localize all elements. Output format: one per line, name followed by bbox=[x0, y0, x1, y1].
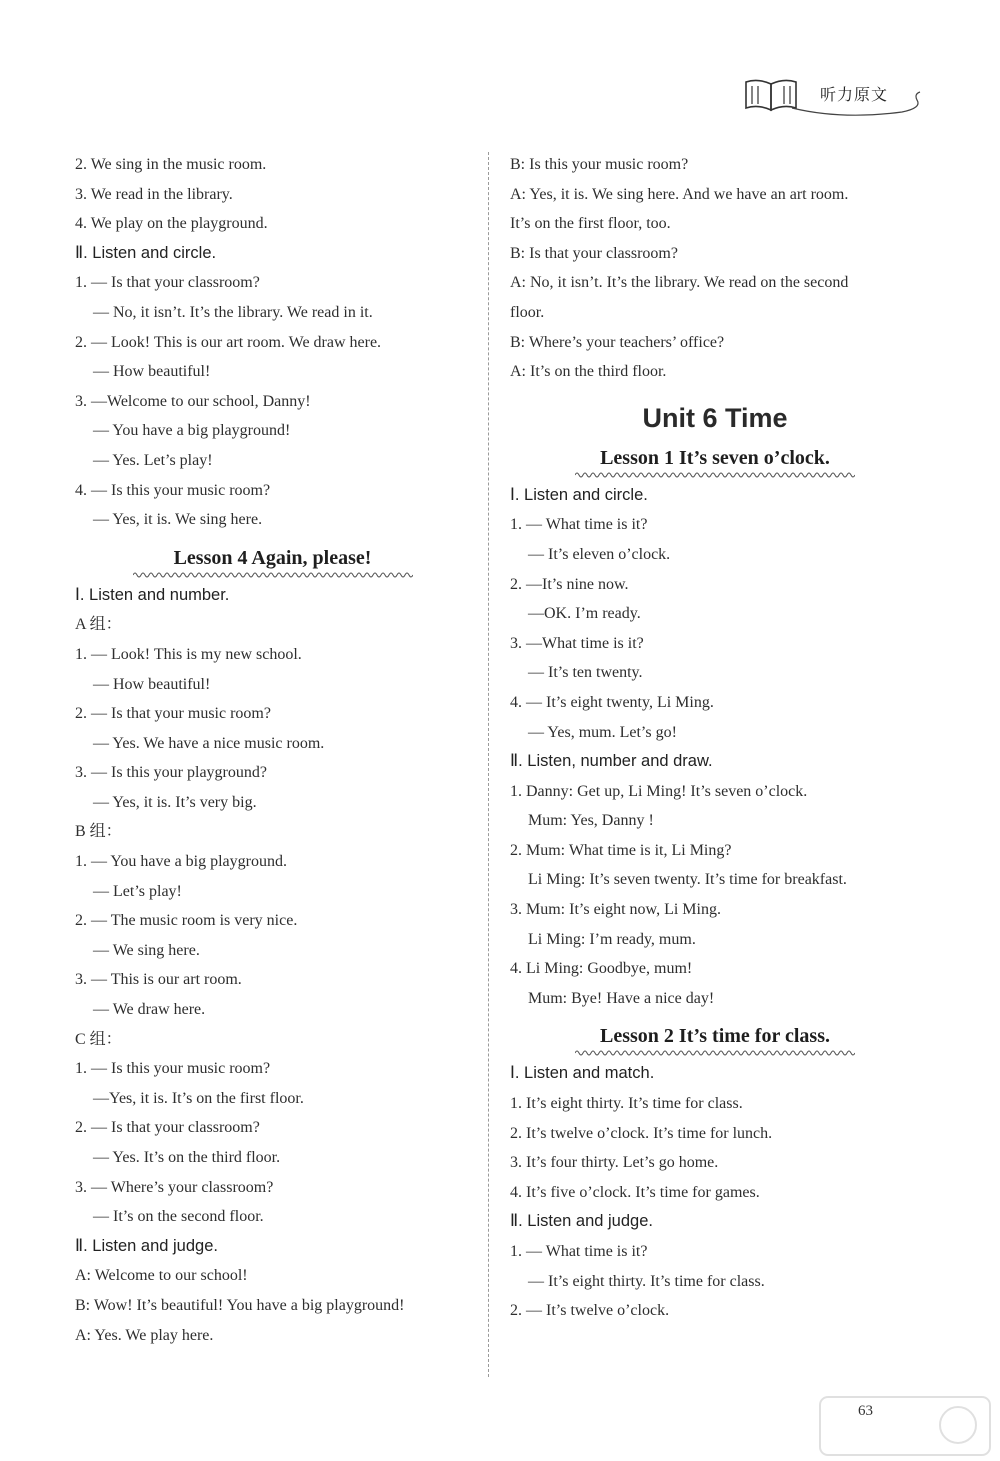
watermark-logo bbox=[818, 1395, 993, 1457]
text-line: 3. We read in the library. bbox=[75, 185, 233, 203]
text-line: — We draw here. bbox=[93, 1001, 206, 1019]
lesson-title-text: Lesson 2 It’s time for class. bbox=[600, 1025, 830, 1048]
lesson-title bbox=[510, 435, 920, 481]
text-line: 2. We sing in the music room. bbox=[75, 156, 267, 173]
text-line: 4. It’s five o’clock. It’s time for games. bbox=[510, 1183, 760, 1201]
exercise-heading: Ⅱ. Listen and judge. bbox=[75, 1236, 218, 1255]
right-column bbox=[510, 150, 920, 1326]
text-line: B: Is that your classroom? bbox=[510, 244, 678, 262]
text-line: — No, it isn’t. It’s the library. We read in it. bbox=[93, 303, 373, 321]
page-number: 63 bbox=[858, 1403, 873, 1419]
text-line: — How beautiful! bbox=[93, 363, 211, 381]
text-line: B 组： bbox=[75, 823, 122, 841]
text-line: 2. — The music room is very nice. bbox=[75, 912, 298, 930]
text-line: 4. — It’s eight twenty, Li Ming. bbox=[510, 693, 714, 711]
text-line: A: Yes, it is. We sing here. And we have an art room. bbox=[510, 185, 849, 203]
text-line: 2. It’s twelve o’clock. It’s time for lunch. bbox=[510, 1124, 773, 1142]
text-line: 1. Danny: Get up, Li Ming! It’s seven o’clock. bbox=[510, 782, 808, 800]
text-line: 3. — This is our art room. bbox=[75, 971, 242, 989]
text-line: 1. — What time is it? bbox=[510, 1243, 648, 1260]
text-line: — It’s ten twenty. bbox=[528, 664, 643, 682]
exercise-heading: Ⅰ. Listen and number. bbox=[75, 585, 230, 604]
text-line: — Yes, it is. It’s very big. bbox=[93, 793, 257, 811]
exercise-heading: Ⅰ. Listen and match. bbox=[510, 1064, 655, 1083]
left-column bbox=[75, 150, 470, 1350]
text-line: 2. Mum: What time is it, Li Ming? bbox=[510, 841, 732, 859]
header-title: 听力原文 bbox=[820, 85, 889, 104]
text-line: B: Is this your music room? bbox=[510, 156, 689, 173]
text-line: 1. It’s eight thirty. It’s time for class. bbox=[510, 1095, 743, 1113]
text-line: Li Ming: I’m ready, mum. bbox=[528, 930, 696, 948]
text-line: floor. bbox=[510, 303, 545, 321]
exercise-heading: Ⅱ. Listen, number and draw. bbox=[510, 752, 713, 771]
text-line: — Yes, it is. We sing here. bbox=[93, 511, 263, 529]
wavy-underline-decoration bbox=[575, 471, 855, 479]
text-line: 1. — Look! This is my new school. bbox=[75, 645, 302, 663]
text-line: 2. —It’s nine now. bbox=[510, 575, 629, 593]
text-line: 4. — Is this your music room? bbox=[75, 481, 271, 499]
unit-title: Unit 6 Time bbox=[642, 402, 788, 433]
text-line: Li Ming: It’s seven twenty. It’s time for breakfast. bbox=[528, 871, 847, 889]
text-line: 3. Mum: It’s eight now, Li Ming. bbox=[510, 901, 721, 919]
text-line: 2. — It’s twelve o’clock. bbox=[510, 1302, 670, 1320]
text-line: 1. — You have a big playground. bbox=[75, 853, 287, 871]
exercise-heading: Ⅱ. Listen and circle. bbox=[75, 243, 217, 262]
text-line: A 组： bbox=[75, 616, 122, 634]
text-line: B: Wow! It’s beautiful! You have a big playground! bbox=[75, 1296, 405, 1314]
text-line: — How beautiful! bbox=[93, 675, 211, 693]
text-line: — You have a big playground! bbox=[93, 422, 291, 440]
text-line: 3. — Is this your playground? bbox=[75, 764, 267, 782]
text-line: Mum: Yes, Danny ! bbox=[528, 812, 654, 830]
wavy-underline-decoration bbox=[133, 571, 413, 579]
text-line: — Yes, mum. Let’s go! bbox=[528, 723, 677, 741]
text-line: 3. — Where’s your classroom? bbox=[75, 1178, 274, 1196]
text-line: A: Welcome to our school! bbox=[75, 1267, 248, 1285]
text-line: — Yes. It’s on the third floor. bbox=[93, 1149, 281, 1166]
text-line: B: Where’s your teachers’ office? bbox=[510, 333, 725, 351]
text-line: 3. —What time is it? bbox=[510, 634, 644, 652]
text-line: A: It’s on the third floor. bbox=[510, 363, 667, 381]
text-line: It’s on the first floor, too. bbox=[510, 215, 671, 233]
exercise-heading: Ⅱ. Listen and judge. bbox=[510, 1212, 653, 1231]
text-line: — Let’s play! bbox=[93, 882, 182, 900]
text-line: — Yes. Let’s play! bbox=[93, 451, 213, 469]
text-line: — Yes. We have a nice music room. bbox=[93, 734, 325, 752]
text-line: 2. — Is that your classroom? bbox=[75, 1119, 260, 1137]
text-line: 1. — What time is it? bbox=[510, 516, 648, 534]
text-line: — It’s eleven o’clock. bbox=[528, 545, 671, 563]
text-line: — It’s on the second floor. bbox=[93, 1208, 264, 1226]
lesson-title-text: Lesson 1 It’s seven o’clock. bbox=[600, 446, 830, 469]
text-line: 2. — Is that your music room? bbox=[75, 705, 271, 723]
text-line: 3. —Welcome to our school, Danny! bbox=[75, 392, 311, 410]
text-line: 4. Li Ming: Goodbye, mum! bbox=[510, 960, 693, 978]
text-line: 1. — Is this your music room? bbox=[75, 1060, 271, 1078]
text-line: 3. It’s four thirty. Let’s go home. bbox=[510, 1154, 719, 1172]
text-line: — It’s eight thirty. It’s time for class. bbox=[528, 1272, 765, 1290]
text-line: —Yes, it is. It’s on the first floor. bbox=[93, 1089, 304, 1107]
text-line: C 组： bbox=[75, 1030, 122, 1048]
page-header bbox=[742, 70, 932, 130]
text-line: Mum: Bye! Have a nice day! bbox=[528, 989, 715, 1007]
wavy-underline-decoration bbox=[575, 1049, 855, 1057]
text-line: —OK. I’m ready. bbox=[528, 605, 641, 623]
exercise-heading: Ⅰ. Listen and circle. bbox=[510, 485, 648, 504]
text-line: 4. We play on the playground. bbox=[75, 215, 268, 233]
text-line: 2. — Look! This is our art room. We draw here. bbox=[75, 333, 382, 351]
lesson-title bbox=[510, 1013, 920, 1059]
column-divider bbox=[488, 152, 489, 1377]
lesson-title bbox=[75, 535, 470, 581]
text-line: — We sing here. bbox=[93, 941, 200, 959]
text-line: 1. — Is that your classroom? bbox=[75, 274, 260, 292]
text-line: A: No, it isn’t. It’s the library. We read on the second bbox=[510, 274, 849, 292]
text-line: A: Yes. We play here. bbox=[75, 1326, 214, 1344]
lesson-title-text: Lesson 4 Again, please! bbox=[173, 546, 372, 569]
